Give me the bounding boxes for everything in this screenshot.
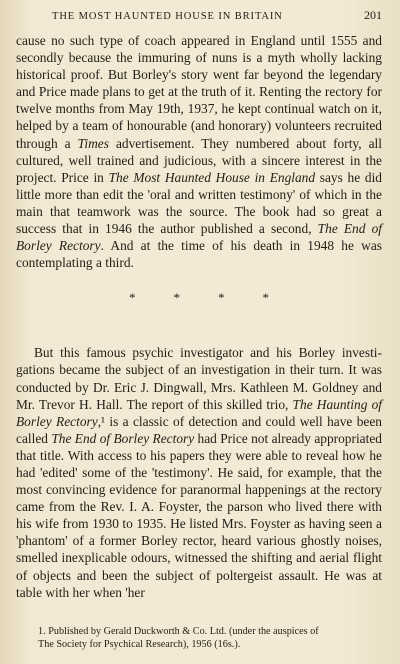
footnote-line-1: 1. Published by Gerald Duckworth & Co. Ltd. (under the auspices of xyxy=(38,625,319,637)
paragraph-1: cause no such type of coach appeared in England until 1555 and secondly because the immuring of nuns is a myth wholly lacking historical proof. But Borley's story went far beyond the legendary and Price made plans to get at the truth of it. Renting the rectory for twelve months from May 19th, 1937, he kept continual watch on it, helped by a team of honourable (and honorary) volunteers recruited through a Times advertisement. They numbered about forty, all cultured, well trained and judicious, with a sincere interest in the project. Price in The Most Haunted House in England says he did little more than edit the 'oral and written testimony' of which in the main that teamwork was the source. The book had so great a success that in 1946 the author published a second, The End of Borley Rectory. And at the time of his death in 1948 he was contemplating a third. xyxy=(16,33,382,271)
page-number: 201 xyxy=(364,8,382,22)
footnote-line-2: The Society for Psychical Research), 1956 (16s.). xyxy=(38,638,241,650)
running-head xyxy=(16,8,382,23)
separator-star: * xyxy=(218,290,225,306)
running-title: THE MOST HAUNTED HOUSE IN BRITAIN xyxy=(52,11,283,22)
separator-star: * xyxy=(173,290,180,306)
separator-star: * xyxy=(129,290,136,306)
paragraph-2: But this famous psychic investigator and his Borley investigations became the subject of an investigation in their turn. It was conducted by Dr. Eric J. Dingwall, Mrs. Kathleen M. Goldney and Mr. Trevor H. Hall. The report of this skilled trio, The Haunting of Borley Rectory,¹ is a classic of detection and could well have been called The End of Borley Rectory had Price not already appropriated that title. With access to his papers they were able to reveal how he had 'edited' some of the 'testimony'. He said, for example, that the most convincing evidence for paranormal happenings at the rectory came from the Rev. I. A. Foyster, the parson who lived there with his wife from 1930 to 1935. He listed Mrs. Foyster as having seen a 'phantom' of a former Borley rector, heard various ghostly noises, smelled inexplicable odours, witnessed the shifting and aerial flight of objects and been the subject of poltergeist assault. He was at table with her when 'her xyxy=(16,345,382,600)
section-separator xyxy=(16,290,382,306)
footnote xyxy=(16,625,382,651)
separator-star: * xyxy=(262,290,269,306)
